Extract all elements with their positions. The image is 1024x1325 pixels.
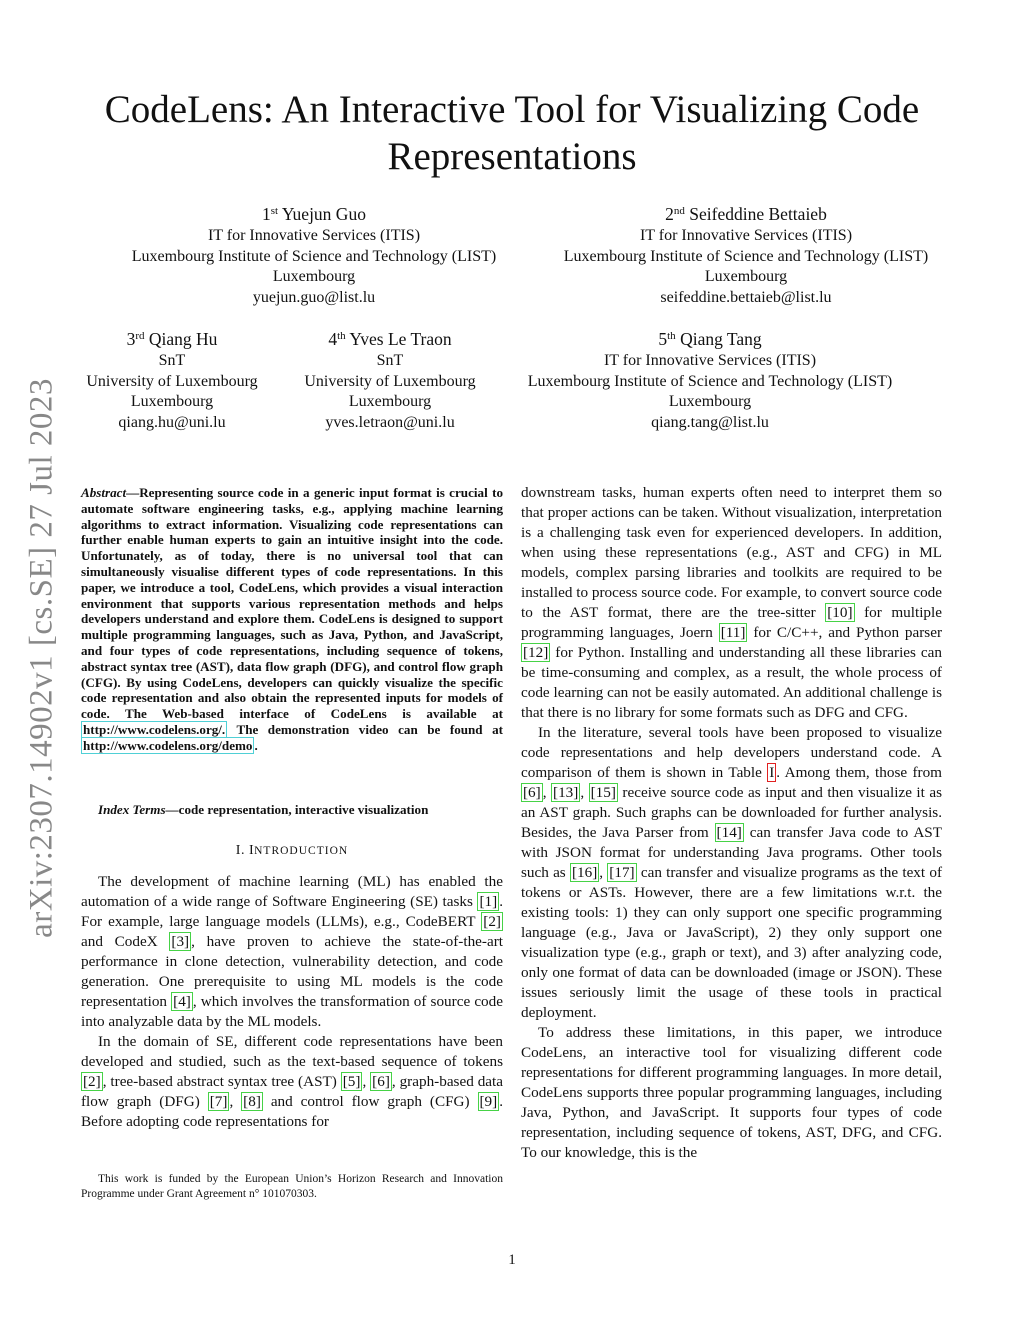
author-block-4: 4th Yves Le Traon SnT University of Luxembourg Luxembourg yves.letraon@uni.lu — [290, 327, 490, 434]
paragraph: In the literature, several tools have been proposed to visualize code representations and help developers understand code. A comparison of them is shown in Table I . Among them, those from [6] , [13] , [15] receive source code as input and then visualize it as an AST graph. Such graphs can be downloaded for further analysis. Besides, the Java Parser from [14] can transfer Java code to AST with JSON format for understanding Java programs. Other tools such as [16] , [17] can transfer and visualize programs as the text of tokens or ASTs. However, there are a few limitations w.r.t. the existing tools: 1) they can only support one specific programming language (e.g., Java or JavaScript), 2) they only support one visualization type (e.g., graph or text), and 3) after analyzing code, only one format of data can be downloaded (image or JSON). These issues seriously limit the usage of these tools in practical deployment. — [521, 724, 943, 1021]
citation-link[interactable]: [5] — [342, 1073, 361, 1090]
paragraph: downstream tasks, human experts often need to interpret them so that proper actions can be taken. Without visualization, interpretation is a challenging task even for experienced developers. In addition, when using these representations (e.g., AST and CFG) in ML models, complex parsing libraries and toolkits are required to be installed to process source code. For example, to convert source code to the AST format, there are the tree-sitter [10] for multiple programming languages, Joern [11] for C/C++, and Python parser [12] for Python. Installing and understanding all these libraries can be time-consuming and complex, as a result, the whole process of code learning can not be easily automated. An additional challenge is that there is no library for some formats such as DFG and CFG. — [521, 484, 943, 721]
paragraph: The development of machine learning (ML) has enabled the automation of a wide range of Software Engineering (SE) tasks [1] . For example, large language models (LLMs), e.g., CodeBERT [2] and CodeX [3] , have proven to achieve the state-of-the-art performance in clone detection, vulnerability detection, and code generation. One prerequisite to using ML models is the code representation [4] , which involves the transformation of source code into analyzable data by the ML models. — [81, 873, 503, 1030]
author-email: yves.letraon@uni.lu — [325, 414, 455, 432]
arxiv-identifier: arXiv:2307.14902v1 [cs.SE] 27 Jul 2023 — [23, 378, 60, 938]
section-heading-introduction: I. INTRODUCTION — [235, 843, 349, 858]
citation-link[interactable]: [12] — [523, 644, 549, 661]
author-block-1: 1st Yuejun Guo IT for Innovative Services (ITIS) Luxembourg Institute of Science and Technology (LIST) Luxembourg yuejun.guo@list.lu — [110, 202, 518, 309]
right-column-text — [521, 483, 942, 1163]
introduction-text — [81, 872, 503, 1132]
author-name: Seifeddine Bettaieb — [689, 204, 827, 224]
citation-link[interactable]: [16] — [571, 864, 598, 881]
index-terms: Index Terms—code representation, interactive visualization — [98, 802, 429, 817]
citation-link[interactable]: [8] — [243, 1093, 261, 1110]
citation-link[interactable]: [7] — [209, 1093, 228, 1110]
citation-link[interactable]: [1] — [479, 893, 498, 910]
citation-link[interactable]: [6] — [372, 1073, 390, 1090]
citation-link[interactable]: [11] — [720, 624, 746, 641]
author-email: seifeddine.bettaieb@list.lu — [660, 289, 832, 307]
table-reference-link[interactable]: I — [769, 764, 775, 781]
abstract-label: Abstract — [81, 485, 127, 500]
citation-link[interactable]: [10] — [827, 604, 853, 621]
index-terms-label: Index Terms — [98, 802, 166, 817]
author-block-5: 5th Qiang Tang IT for Innovative Services (ITIS) Luxembourg Institute of Science and Technology (LIST) Luxembourg qiang.tang@list.lu — [506, 327, 914, 434]
citation-link[interactable]: [2] — [83, 1073, 101, 1090]
author-block-3: 3rd Qiang Hu SnT University of Luxembourg Luxembourg qiang.hu@uni.lu — [72, 327, 272, 434]
author-email: yuejun.guo@list.lu — [252, 289, 376, 307]
paper-title: CodeLens: An Interactive Tool for Visualizing Code Representations — [104, 88, 920, 178]
author-email: qiang.tang@list.lu — [651, 414, 769, 432]
citation-link[interactable]: [15] — [590, 784, 616, 801]
website-link[interactable]: http://www.codelens.org/. — [83, 721, 226, 737]
abstract: Abstract—Representing source code in a generic input format is crucial to automate software engineering tasks, e.g., applying machine learning algorithms to extract information. Visualizing code representations can further enable human experts to gain an intuitive insight into the code. Unfortunately, as of today, there is no universal tool that can simultaneously visualise different types of code representations. In this paper, we introduce a tool, CodeLens, which provides a visual interaction environment that supports various representation methods and helps developers understand and explore them. CodeLens is designed to support multiple programming languages, such as Java, Python, and JavaScript, and four types of code representations, including sequence of tokens, abstract syntax tree (AST), data flow graph (DFG), and control flow graph (CFG). By using CodeLens, developers can quickly visualize the specific code representation and also obtain the represented inputs for models of code. The Web-based interface of CodeLens is available at http://www.codelens.org/. The demonstration video can be found at http://www.codelens.org/demo . — [81, 485, 503, 753]
page-number: 1 — [508, 1252, 516, 1268]
demo-video-link[interactable]: http://www.codelens.org/demo — [83, 737, 253, 753]
author-email: qiang.hu@uni.lu — [118, 414, 226, 432]
funding-footnote: This work is funded by the European Union’s Horizon Research and Innovation Programme under Grant Agreement n° 101070303. — [81, 1173, 503, 1200]
citation-link[interactable]: [6] — [523, 784, 541, 801]
citation-link[interactable]: [14] — [716, 824, 742, 841]
paragraph: To address these limitations, in this paper, we introduce CodeLens, an interactive tool for visualizing different code representations for different programming languages. In more detail, CodeLens supports three popular programming languages, including Java, Python, and JavaScript. It supports four types of code representation, including sequence of tokens, AST, DFG, and CFG. To our knowledge, this is the — [521, 1024, 942, 1161]
citation-link[interactable]: [13] — [553, 784, 579, 801]
citation-link[interactable]: [4] — [173, 993, 191, 1010]
author-name: Yves Le Traon — [349, 329, 452, 349]
author-name: Yuejun Guo — [281, 204, 366, 224]
citation-link[interactable]: [9] — [479, 1093, 498, 1110]
citation-link[interactable]: [3] — [171, 933, 190, 950]
citation-link[interactable]: [2] — [483, 913, 501, 930]
author-name: Qiang Hu — [148, 329, 218, 349]
citation-link[interactable]: [17] — [609, 864, 635, 881]
paragraph: In the domain of SE, different code representations have been developed and studied, such as the text-based sequence of tokens [2] , tree-based abstract syntax tree (AST) [5] , [6] , graph-based data flow graph (DFG) [7] , [8] and control flow graph (CFG) [9] . Before adopting code representations for — [81, 1033, 504, 1130]
author-block-2: 2nd Seifeddine Bettaieb IT for Innovative Services (ITIS) Luxembourg Institute of Science and Technology (LIST) Luxembourg seifeddine.bettaieb@list.lu — [542, 202, 950, 309]
author-name: Qiang Tang — [680, 329, 762, 349]
